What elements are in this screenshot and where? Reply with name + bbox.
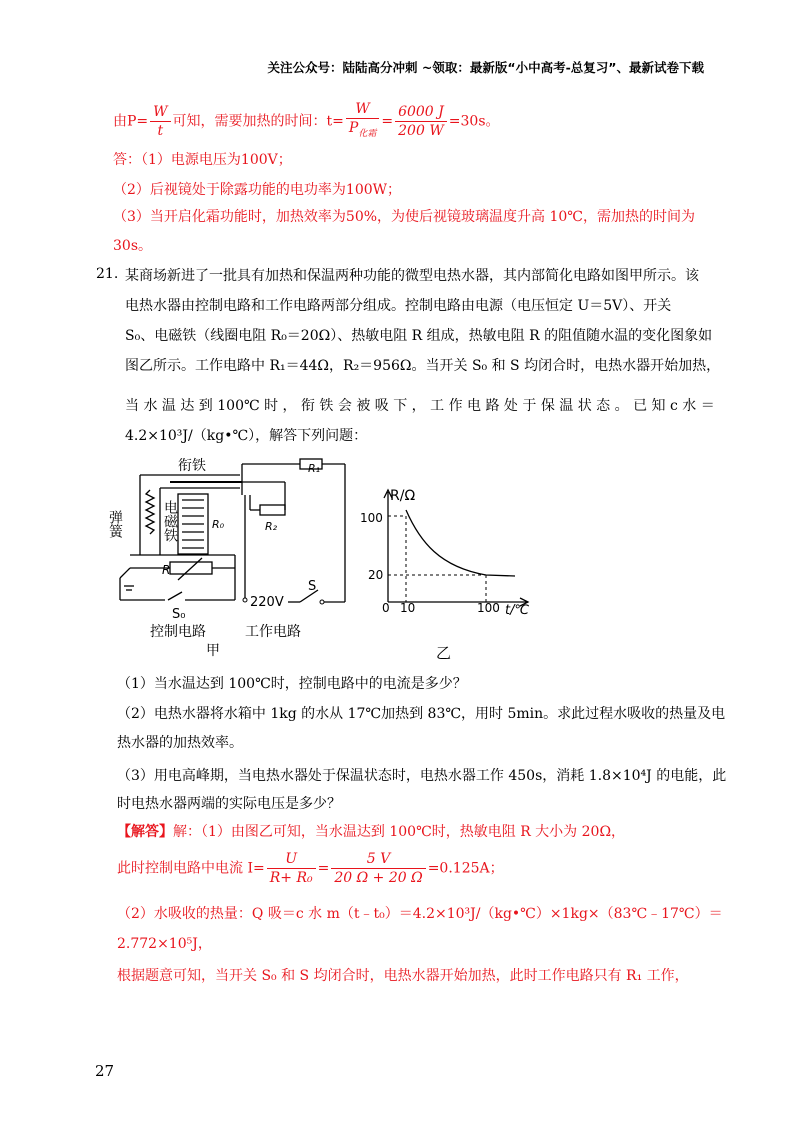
- fraction-w-p: $\frac{W}{P_{化霜}}$: [346, 100, 379, 143]
- answer-intro: 【解答】解：（1）由图乙可知，当水温达到 100℃时，热敏电阻 R 大小为 20Ω，: [117, 824, 626, 840]
- answer-line-3-cont: 30s。: [113, 238, 152, 254]
- r-label: R: [162, 563, 171, 577]
- origin-label: 0: [382, 601, 390, 615]
- answer-tag: 【解答】: [117, 824, 173, 840]
- answer-heat-result: 2.772×10⁵J，: [117, 936, 212, 952]
- voltage-label: 220V: [250, 595, 284, 610]
- answer-line-1: 答：（1）电源电压为100V；: [113, 152, 292, 168]
- figure-jia-caption: 甲: [206, 643, 220, 659]
- question-text-5: 当 水 温 达 到 100℃ 时 ， 衔 铁 会 被 吸 下 ， 工 作 电 路 处 于 保 温 状 态 。 已 知 c 水 ＝: [125, 398, 715, 414]
- answer-heat: （2）水吸收的热量：Q 吸＝c 水 m（t﹣t₀）＝4.2×10³J/（kg•℃）×1kg×（83℃﹣17℃）＝: [117, 906, 723, 922]
- question-text-6: 4.2×10³J/（kg•℃），解答下列问题：: [125, 428, 368, 444]
- x-axis-label: t/℃: [505, 603, 530, 618]
- r1-label: R₁: [308, 462, 321, 475]
- armature-label: 衔铁: [178, 458, 206, 474]
- figure-yi-caption: 乙: [436, 644, 452, 662]
- question-text-1: 某商场新进了一批具有加热和保温两种功能的微型电热水器，其内部简化电路如图甲所示。该: [125, 268, 699, 284]
- y-axis-label: R/Ω: [390, 488, 416, 504]
- y-tick-20: 20: [368, 568, 384, 582]
- page-header: 关注公众号：陆陆高分冲刺 ~领取：最新版“小中高考-总复习”、最新试卷下载: [267, 60, 704, 75]
- question-text-4: 图乙所示。工作电路中 R₁＝44Ω，R₂＝956Ω。当开关 S₀ 和 S 均闭合时，电热水器开始加热，: [125, 358, 721, 374]
- work-circuit-label: 工作电路: [245, 624, 301, 640]
- sub-question-2-cont: 热水器的加热效率。: [117, 735, 243, 751]
- x-tick-10: 10: [400, 601, 416, 615]
- sub-question-2: （2）电热水器将水箱中 1kg 的水从 17℃加热到 83℃，用时 5min。求此过程水吸收的热量及电: [117, 706, 726, 722]
- answer-current-formula: 此时控制电路中电流 I= $\frac{U}{\text{R+ R₀}}$ = $\frac{5 V}{20 \Omega + 20 \Omega}$ =0.125A；: [117, 851, 504, 886]
- sub-question-3-cont: 时电热水器两端的实际电压是多少？: [117, 796, 341, 812]
- s-label: S: [308, 579, 317, 594]
- resistance-temperature-graph: [360, 482, 540, 662]
- sub-question-1: （1）当水温达到 100℃时，控制电路中的电流是多少？: [117, 676, 467, 692]
- y-tick-100: 100: [360, 511, 383, 525]
- x-tick-100: 100: [477, 601, 500, 615]
- answer-line-3: （3）当开启化霜功能时，加热效率为50%，为使后视镜玻璃温度升高 10℃，需加热的时间为: [113, 209, 695, 225]
- circuit-diagram: [107, 450, 355, 660]
- fraction-u-r: $\frac{U}{\text{R+ R₀}}$: [267, 850, 316, 887]
- answer-heating-state: 根据题意可知，当开关 S₀ 和 S 均闭合时，电热水器开始加热，此时工作电路只有 R₁ 工作，: [117, 968, 689, 984]
- s0-label: S₀: [172, 607, 186, 622]
- fraction-w-t: $\frac{W}{t}$: [150, 103, 170, 140]
- question-number: 21.: [96, 266, 119, 282]
- question-text-3: S₀、电磁铁（线圈电阻 R₀＝20Ω）、热敏电阻 R 组成，热敏电阻 R 的阻值随水温的变化图象如: [125, 328, 713, 344]
- question-text-2: 电热水器由控制电路和工作电路两部分组成。控制电路由电源（电压恒定 U＝5V）、开关: [125, 298, 672, 314]
- r0-label: R₀: [212, 518, 225, 531]
- fraction-6000-200: $\frac{6000 J}{200 W}$: [395, 103, 447, 140]
- r2-label: R₂: [265, 520, 278, 533]
- spring-label: 弹簧: [107, 510, 123, 538]
- electromagnet-label: 电磁铁: [162, 500, 178, 542]
- answer-line-2: （2）后视镜处于除露功能的电功率为100W；: [113, 182, 402, 198]
- formula-time: 由P= $\frac{W}{t}$ 可知，需要加热的时间：t= $\frac{W}{P_{化霜}}$ = $\frac{6000 J}{200 W}$ =30s。: [113, 100, 500, 143]
- page-number: 27: [95, 1062, 115, 1080]
- sub-question-3: （3）用电高峰期，当电热水器处于保温状态时，电热水器工作 450s，消耗 1.8×10⁴J 的电能，此: [117, 768, 727, 784]
- control-circuit-label: 控制电路: [150, 624, 206, 640]
- fraction-5v-40: $\frac{5 V}{20 \Omega + 20 \Omega}$: [331, 850, 425, 887]
